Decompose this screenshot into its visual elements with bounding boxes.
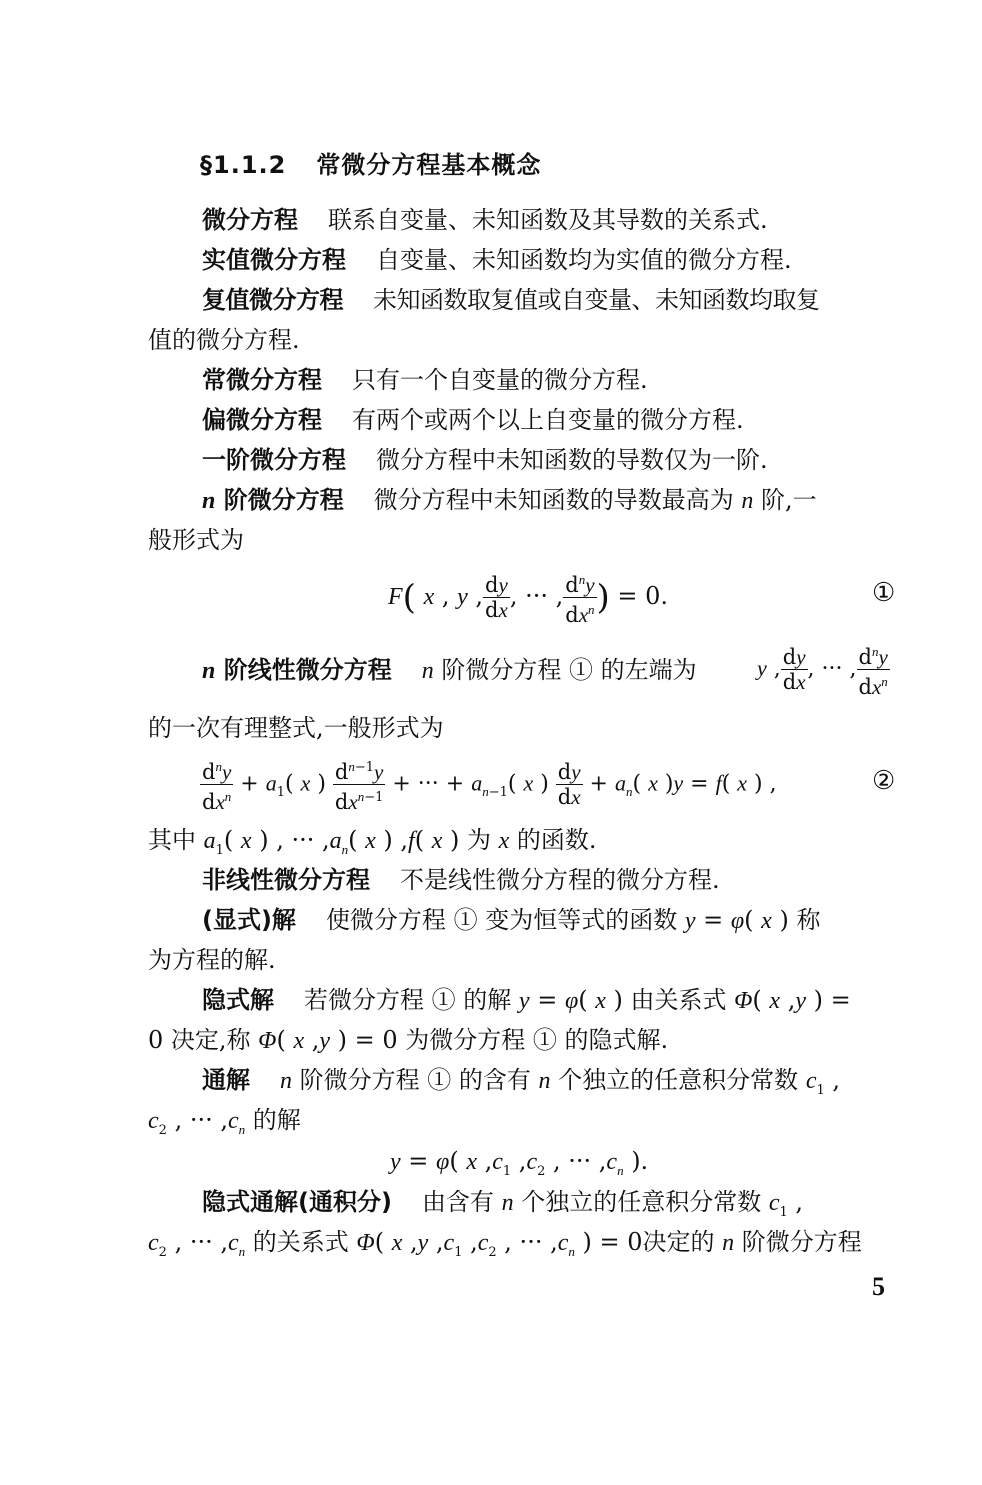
definition-complex-valued [148, 285, 954, 315]
definition-text: 未知函数取复值或自变量、未知函数均取复 [373, 286, 820, 314]
definition-implicit-general-solution: 隐式通解(通积分) 由含有 n 个独立的任意积分常数 $c_1$ , [202, 1188, 804, 1220]
definition-ode [148, 365, 954, 395]
definition-continuation: 般形式为 [148, 526, 244, 554]
section-number: §1.1.2 [200, 151, 287, 179]
definition-text: 微分方程中未知函数的导数仅为一阶. [376, 446, 768, 474]
term: 隐式通解(通积分) [202, 1188, 392, 1216]
definition-real-valued [148, 245, 954, 275]
term: 微分方程 [202, 206, 298, 234]
section-title: 常微分方程基本概念 [316, 151, 542, 179]
section-heading [200, 145, 541, 180]
definition-continuation: 0 决定,称 Φ( x ,y ) = 0 为微分方程 ① 的隐式解. [148, 1026, 669, 1054]
page-number: 5 [872, 1272, 885, 1301]
definition-continuation: 为方程的解. [148, 946, 276, 974]
equation-2: $\frac{d^ny}{dx^n}$ + $a_1$( x ) $\frac{d^{n-1}y}{dx^{n-1}}$ + ··· + $a_{n-1}$( x ) $\frac{dy}{dx}$ + $a_n$( x )y = f( x ) , [200, 755, 777, 814]
term: 常微分方程 [202, 366, 322, 394]
definition-text: 阶微分方程 ① 的含有 [299, 1066, 531, 1094]
definition-nth-order: n 阶微分方程 微分方程中未知函数的导数最高为 n 阶,一 [202, 486, 817, 514]
term: 通解 [202, 1066, 250, 1094]
definition-continuation: 的一次有理整式,一般形式为 [148, 714, 444, 742]
linear-lhs-terms: y , $\frac{dy}{dx}$ , ··· , $\frac{d^ny}{dx^n}$ [757, 640, 890, 699]
definition-text: 不是线性微分方程的微分方程. [400, 866, 720, 894]
term: n 阶微分方程 [202, 486, 344, 514]
definition-pde [148, 405, 954, 435]
definition-nonlinear [148, 865, 954, 895]
term: 隐式解 [202, 986, 274, 1014]
equation-2-number: ② [872, 766, 896, 796]
term: 复值微分方程 [202, 286, 343, 314]
term: 一阶微分方程 [202, 446, 346, 474]
definition-differential-equation [148, 205, 954, 235]
definition-text: 若微分方程 ① 的解 [304, 986, 512, 1014]
definition-text: 微分方程中未知函数的导数最高为 [373, 486, 734, 514]
definition-text: 使微分方程 ① 变为恒等式的函数 [325, 906, 678, 934]
definition-implicit-solution: 隐式解 若微分方程 ① 的解 y = φ( x ) 由关系式 Φ( x ,y ) = [202, 986, 851, 1014]
definition-text: 阶微分方程 ① 的左端为 [441, 656, 697, 684]
term: 非线性微分方程 [202, 866, 370, 894]
definition-text: 自变量、未知函数均为实值的微分方程. [376, 246, 792, 274]
definition-continuation: 值的微分方程. [148, 326, 300, 354]
definition-general-solution: 通解 n 阶微分方程 ① 的含有 n 个独立的任意积分常数 $c_1$ , [202, 1066, 841, 1098]
definition-explicit-solution: (显式)解 使微分方程 ① 变为恒等式的函数 y = φ( x ) 称 [202, 906, 821, 934]
definition-text: 只有一个自变量的微分方程. [352, 366, 648, 394]
definition-text: 联系自变量、未知函数及其导数的关系式. [328, 206, 768, 234]
term: (显式)解 [202, 906, 296, 934]
term: 实值微分方程 [202, 246, 346, 274]
definition-text: 有两个或两个以上自变量的微分方程. [352, 406, 744, 434]
definition-continuation: $c_2$ , ··· $,c_n$ 的解 [148, 1106, 301, 1138]
definition-continuation: $c_2$ , ··· $,c_n$ 的关系式 Φ( x ,y $,c_1$ $,c_2$ , ··· $,c_n$ ) = 0决定的 n 阶微分方程 [148, 1228, 862, 1260]
term: 偏微分方程 [202, 406, 322, 434]
definition-nth-order-linear: n 阶线性微分方程 n 阶微分方程 ① 的左端为 [202, 656, 697, 684]
definition-first-order [148, 445, 954, 475]
definition-text: 由含有 [421, 1188, 494, 1216]
general-solution-formula: y = φ( x $,c_1$ $,c_2$ , ··· $,c_n$ ). [390, 1147, 649, 1179]
equation-1: F( x , y , $\frac{dy}{dx}$ , ··· , $\frac{d^ny}{dx^n}$ ) = 0. [388, 568, 668, 627]
equation-1-number: ① [872, 578, 896, 608]
equation-2-where: 其中 $a_1$( x ) , ··· $,a_n$( x ) ,f( x ) 为 x 的函数. [148, 826, 597, 858]
term: n 阶线性微分方程 [202, 656, 392, 684]
